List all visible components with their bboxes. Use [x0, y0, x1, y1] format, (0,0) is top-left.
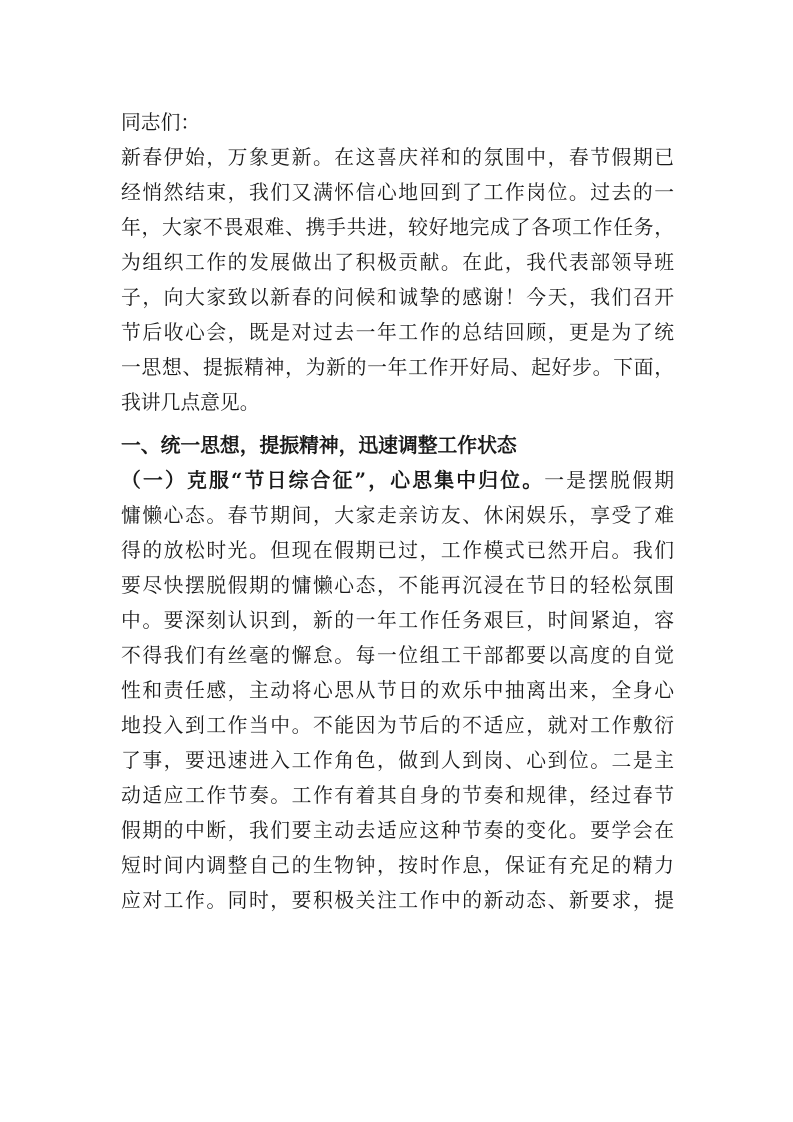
- subsection-heading: （一）克服“节日综合征”，心思集中归位。: [121, 468, 545, 492]
- subsection-first-line-text: 一是摆脱假期: [544, 469, 674, 492]
- intro-line: 一思想、提振精神，为新的一年工作开好局、起好步。下面，: [121, 356, 674, 379]
- section-heading: 一、统一思想，提振精神，迅速调整工作状态: [121, 433, 517, 457]
- body-line: 得的放松时光。但现在假期已过，工作模式已然开启。我们: [121, 539, 674, 562]
- body-line: 动适应工作节奏。工作有着其自身的节奏和规律，经过春节: [121, 784, 674, 807]
- subsection-paragraph: [121, 463, 674, 918]
- salutation: 同志们：: [121, 111, 201, 134]
- body-line: 不得我们有丝毫的懈怠。每一位组工干部都要以高度的自觉: [121, 644, 674, 667]
- body-line: 性和责任感，主动将心思从节日的欢乐中抽离出来，全身心: [121, 679, 674, 702]
- intro-line: 我讲几点意见。: [121, 391, 260, 414]
- subsection-first-line: [121, 463, 674, 498]
- intro-line: 节后收心会，既是对过去一年工作的总结回顾，更是为了统: [121, 321, 674, 344]
- body-line: 地投入到工作当中。不能因为节后的不适应，就对工作敷衍: [121, 714, 674, 737]
- body-line: 了事，要迅速进入工作角色，做到人到岗、心到位。二是主: [121, 749, 674, 772]
- body-line: 要尽快摆脱假期的慵懒心态，不能再沉浸在节日的轻松氛围: [121, 574, 674, 597]
- body-line: 中。要深刻认识到，新的一年工作任务艰巨，时间紧迫，容: [121, 609, 674, 632]
- intro-line: 经悄然结束，我们又满怀信心地回到了工作岗位。过去的一: [121, 181, 674, 204]
- intro-line: 新春伊始，万象更新。在这喜庆祥和的氛围中，春节假期已: [121, 146, 674, 169]
- intro-line: 子，向大家致以新春的问候和诚挚的感谢！今天，我们召开: [121, 286, 674, 309]
- intro-paragraph: [121, 140, 674, 420]
- body-line: 假期的中断，我们要主动去适应这种节奏的变化。要学会在: [121, 819, 674, 842]
- body-line: 短时间内调整自己的生物钟，按时作息，保证有充足的精力: [121, 854, 674, 877]
- document-page: [121, 105, 674, 918]
- intro-line: 为组织工作的发展做出了积极贡献。在此，我代表部领导班: [121, 251, 674, 274]
- body-line: 应对工作。同时，要积极关注工作中的新动态、新要求，提: [121, 889, 674, 912]
- intro-line: 年，大家不畏艰难、携手共进，较好地完成了各项工作任务，: [121, 216, 674, 239]
- body-line: 慵懒心态。春节期间，大家走亲访友、休闲娱乐，享受了难: [121, 504, 674, 527]
